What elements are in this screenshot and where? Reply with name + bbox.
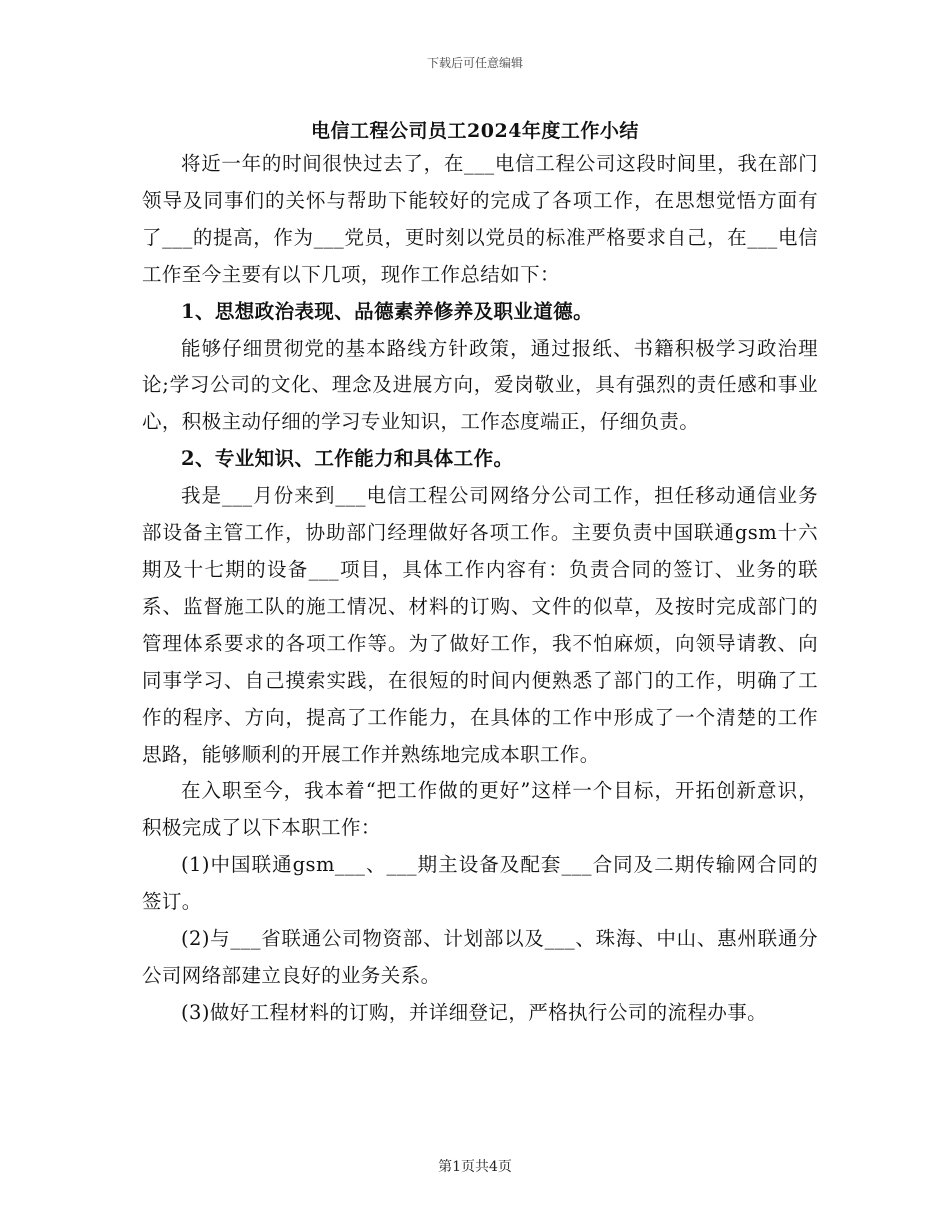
work-item-1: (1)中国联通gsm___、___期主设备及配套___合同及二期传输网合同的签订。 bbox=[142, 853, 818, 914]
page-footer: 第1页共4页 bbox=[438, 1159, 512, 1175]
section-heading-1: 1、思想政治表现、品德素养修养及职业道德。 bbox=[181, 299, 593, 323]
work-item-2: (2)与___省联通公司物资部、计划部以及___、珠海、中山、惠州联通分公司网络部建立良好的业务关系。 bbox=[142, 927, 818, 987]
section-1-paragraph: 能够仔细贯彻党的基本路线方针政策，通过报纸、书籍积极学习政治理论;学习公司的文化、理念及进展方向，爱岗敬业，具有强烈的责任感和事业心，积极主动仔细的学习专业知识，工作态度端正，仔细负责。 bbox=[142, 336, 818, 434]
work-intro-paragraph: 在入职至今，我本着“把工作做的更好”这样一个目标，开拓创新意识，积极完成了以下本职工作： bbox=[142, 779, 818, 840]
intro-paragraph: 将近一年的时间很快过去了，在___电信工程公司这段时间里，我在部门领导及同事们的关怀与帮助下能较好的完成了各项工作，在思想觉悟方面有了___的提高，作为___党员，更时刻以党员的标准严格要求自己，在___电信工作至今主要有以下几项，现作工作总结如下： bbox=[142, 152, 818, 286]
section-2-paragraph: 我是___月份来到___电信工程公司网络分公司工作，担任移动通信业务部设备主管工作，协助部门经理做好各项工作。主要负责中国联通gsm十六期及十七期的设备___项目，具体工作内容有：负责合同的签订、业务的联系、监督施工队的施工情况、材料的订购、文件的似草，及按时完成部门的管理体系要求的各项工作等。为了做好工作，我不怕麻烦，向领导请教、向同事学习、自己摸索实践，在很短的时间内便熟悉了部门的工作，明确了工作的程序、方向，提高了工作能力，在具体的工作中形成了一个清楚的工作思路，能够顺利的开展工作并熟练地完成本职工作。 bbox=[142, 484, 818, 766]
work-item-3: (3)做好工程材料的订购，并详细登记，严格执行公司的流程办事。 bbox=[181, 1000, 768, 1024]
document-title: 电信工程公司员工2024年度工作小结 bbox=[311, 120, 639, 142]
document-body bbox=[142, 146, 818, 1032]
section-heading-2: 2、专业知识、工作能力和具体工作。 bbox=[181, 447, 514, 471]
header-note: 下载后可任意编辑 bbox=[426, 56, 523, 70]
